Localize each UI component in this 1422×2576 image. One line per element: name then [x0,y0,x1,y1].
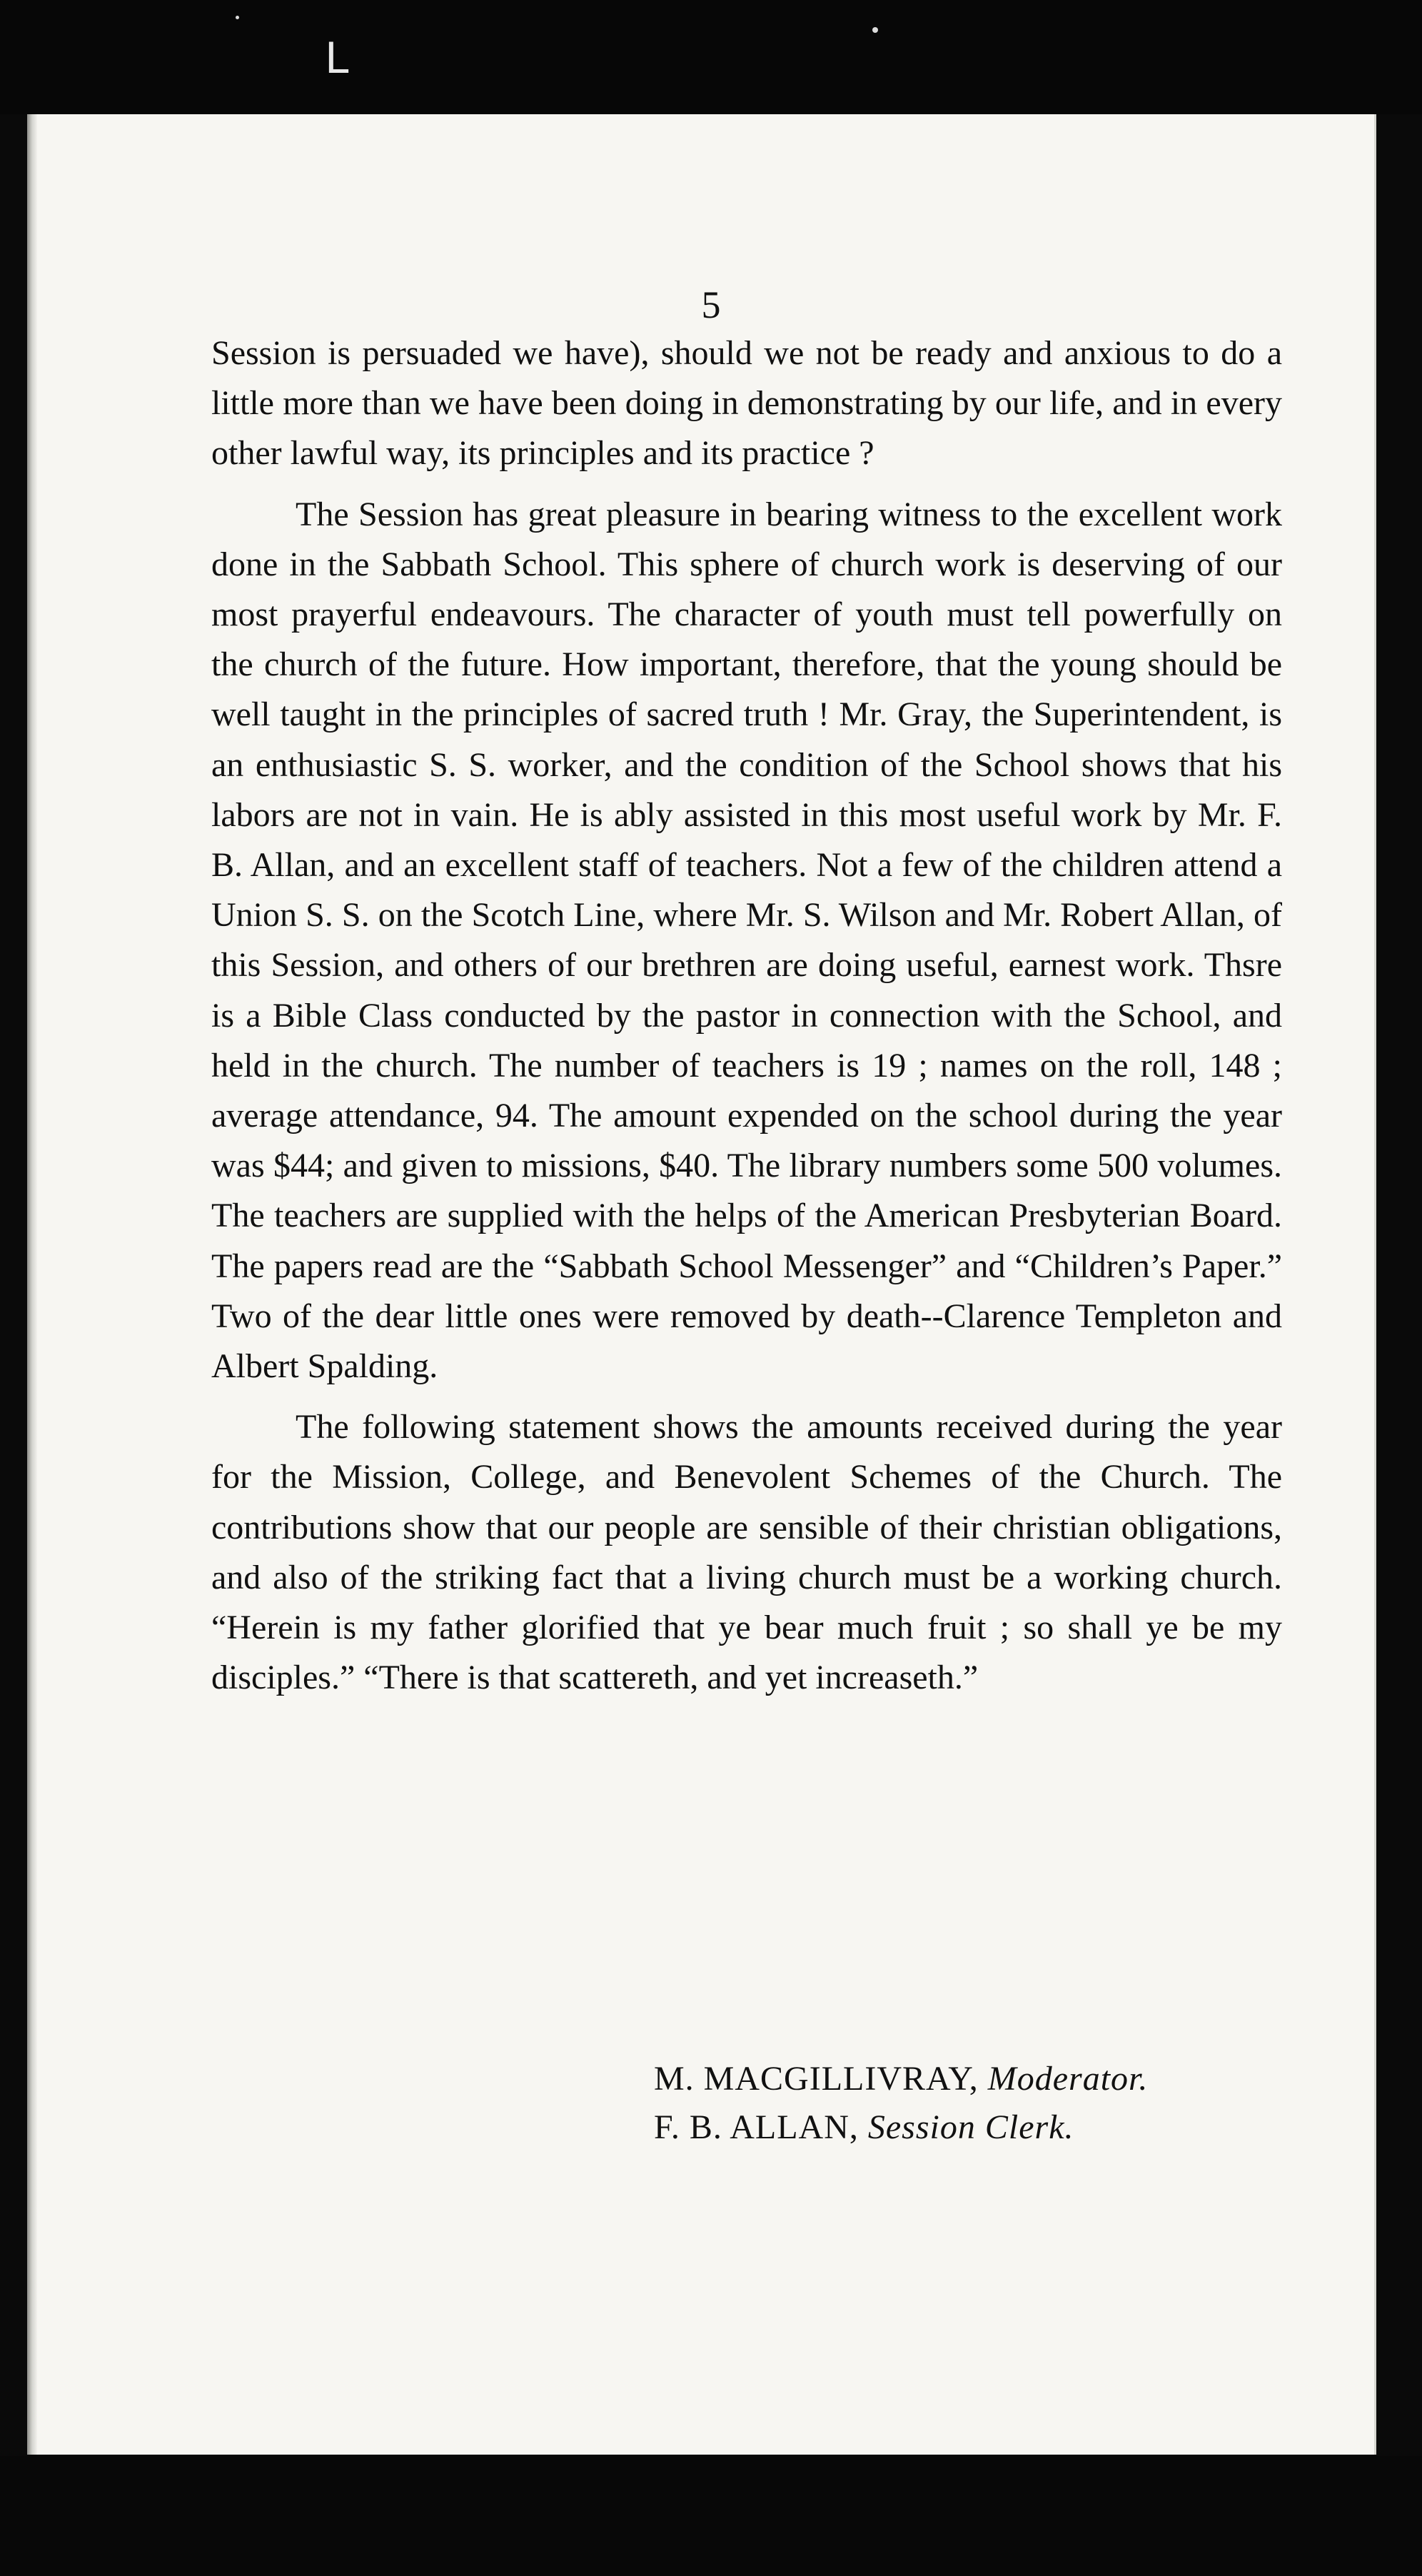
scan-border-bottom [0,2456,1422,2576]
signature-name: F. B. ALLAN, [654,2108,859,2146]
signature-moderator [654,2055,1148,2103]
signature-role: Moderator. [987,2060,1149,2098]
scan-speck [236,16,239,19]
scan-mark: ᒪ [325,35,349,82]
signature-block [654,2055,1148,2152]
signature-role: Session Clerk. [867,2108,1074,2146]
page-edge [27,114,37,2455]
body-text [211,328,1282,1714]
scan-speck [872,27,878,33]
signature-clerk [654,2103,1148,2152]
paragraph-2: The Session has great pleasure in bearing witness to the excellent work done in the Sabbath School. This sphere of church work is deserving of our most prayerful endeavours. The character of youth must tell powerfully on the church of the future. How important, therefore, that the young should be well taught in the principles of sacred truth ! Mr. Gray, the Superintendent, is an enthusiastic S. S. worker, and the condition of the School shows that his labors are not in vain. He is ably assisted in this most useful work by Mr. F. B. Allan, and an excellent staff of teachers. Not a few of the children attend a Union S. S. on the Scotch Line, where Mr. S. Wilson and Mr. Robert Allan, of this Session, and others of our brethren are doing useful, earnest work. Thsre is a Bible Class conducted by the pastor in connection with the School, and held in the church. The number of teachers is 19 ; names on the roll, 148 ; average attendance, 94. The amount expended on the school during the year was $44; and given to missions, $40. The library numbers some 500 volumes. The teachers are supplied with the helps of the American Presbyterian Board. The papers read are the “Sabbath School Messenger” and “Children’s Paper.” Two of the dear little ones were removed by death--Clarence Templeton and Albert Spalding. [211,495,1282,1386]
signature-name: M. MACGILLIVRAY, [654,2060,979,2098]
scan-border-top [0,0,1422,114]
paragraph-3: The following statement shows the amounts received during the year for the Mission, College, and Benevolent Schemes of the Church. The contributions show that our people are sensible of their christian obligations, and also of the striking fact that a living church must be a working church. “Herein is my father glorified that ye bear much fruit ; so shall ye be my disciples.” “There is that scattereth, and yet increaseth.” [211,1408,1282,1697]
paragraph-1: Session is persuaded we have), should we not be ready and anxious to do a little more than we have been doing in demonstrating by our life, and in every other lawful way, its principles and its practice ? [211,334,1282,473]
page-number: 5 [701,283,721,326]
